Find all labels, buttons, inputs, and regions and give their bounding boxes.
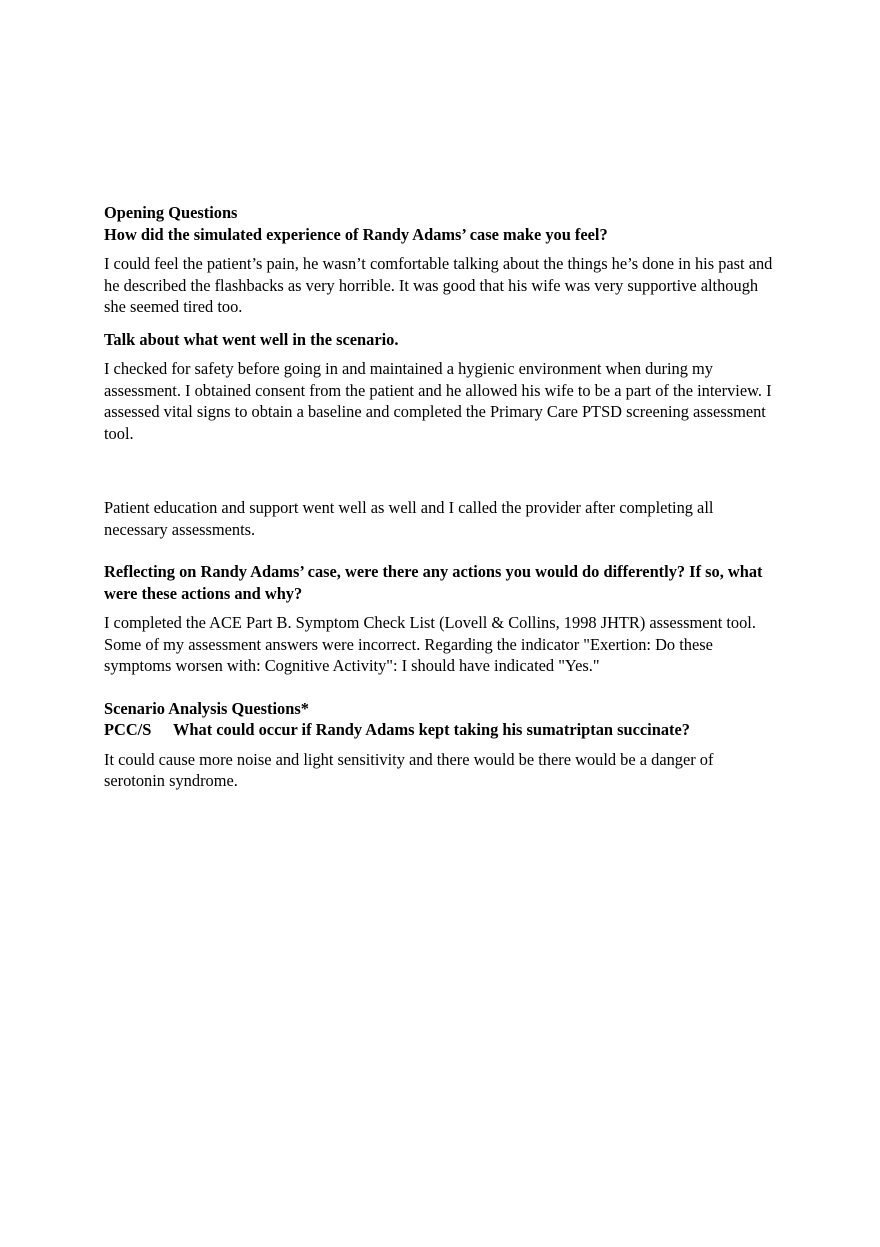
- reflection-answer: I completed the ACE Part B. Symptom Check List (Lovell & Collins, 1998 JHTR) assessment tool. Some of my assessment answers were incorrect. Regarding the indicator "Exertion: Do these symptoms worsen with: Cognitive Activity": I should have indicated "Yes.": [104, 613, 756, 675]
- reflection-question: Reflecting on Randy Adams’ case, were there any actions you would do differently? If so, what were these actions and why?: [104, 562, 763, 603]
- spacer: [104, 540, 774, 561]
- opening-section-title: Opening Questions: [104, 203, 238, 222]
- opening-question: How did the simulated experience of Randy Adams’ case make you feel?: [104, 224, 608, 244]
- spacer: [104, 604, 774, 612]
- scenario-answer: It could cause more noise and light sensitivity and there would be there would be a danger of serotonin syndrome.: [104, 749, 714, 790]
- opening-answer: I could feel the patient’s pain, he wasn’t comfortable talking about the things he’s done in his past and he described the flashbacks as very horrible. It was good that his wife was very supportive although she seemed tired too.: [104, 254, 773, 316]
- spacer: [104, 741, 774, 749]
- spacer: [104, 677, 774, 698]
- spacer: [104, 318, 774, 329]
- scenario-question-line: [104, 719, 774, 741]
- went-well-answer-2: Patient education and support went well as well and I called the provider after completing all necessary assessments.: [104, 498, 714, 539]
- document-page: [104, 202, 774, 792]
- went-well-answer-1: I checked for safety before going in and maintained a hygienic environment when during my assessment. I obtained consent from the patient and he allowed his wife to be a part of the interview. I assessed vital signs to obtain a baseline and completed the Primary Care PTSD screening assessment tool.: [104, 359, 772, 443]
- spacer: [104, 350, 774, 358]
- scenario-section-title: Scenario Analysis Questions*: [104, 698, 309, 718]
- scenario-tag: PCC/S: [104, 720, 152, 739]
- went-well-question: Talk about what went well in the scenario.: [104, 329, 399, 349]
- spacer: [104, 245, 774, 253]
- scenario-question: What could occur if Randy Adams kept taking his sumatriptan succinate?: [173, 720, 690, 739]
- spacer: [104, 444, 774, 497]
